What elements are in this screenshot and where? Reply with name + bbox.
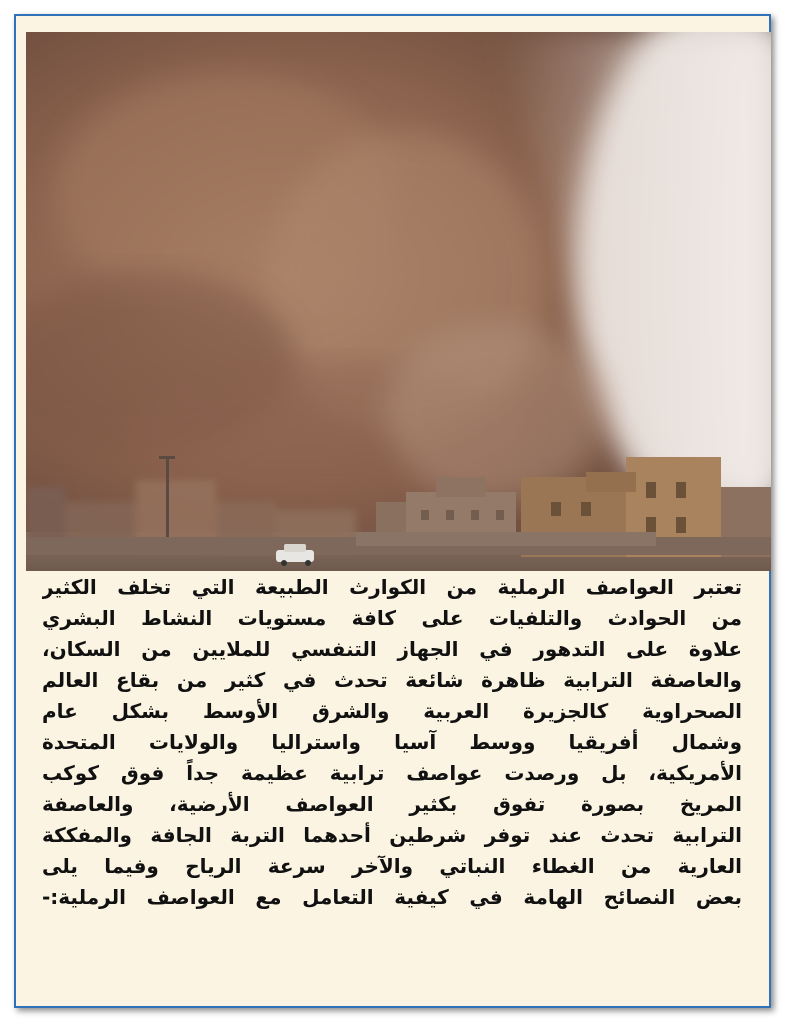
article-line: من الحوادث والتلفيات على كافة مستويات النشاط البشري — [42, 606, 742, 630]
article-line: المريخ بصورة تفوق بكثير العواصف الأرضية، والعاصفة — [42, 792, 742, 816]
article-line: الصحراوية كالجزيرة العربية والشرق الأوسط بشكل عام — [42, 699, 742, 723]
sandstorm-photo — [26, 32, 771, 571]
article-line: بعض النصائح الهامة في كيفية التعامل مع العواصف الرملية:- — [42, 885, 742, 909]
article-line: الترابية تحدث عند توفر شرطين أحدهما التربة الجافة والمفككة — [42, 823, 742, 847]
article-line: تعتبر العواصف الرملية من الكوارث الطبيعة التي تخلف الكثير — [42, 575, 742, 599]
article-line: العارية من الغطاء النباتي والآخر سرعة الرياح وفيما يلى — [42, 854, 742, 878]
article-text — [42, 572, 742, 913]
article-line: والعاصفة الترابية ظاهرة شائعة تحدث في كثير من بقاع العالم — [42, 668, 742, 692]
page-frame — [14, 14, 771, 1008]
article-line: علاوة على التدهور في الجهاز التنفسي للملايين من السكان، — [42, 637, 742, 661]
article-line: وشمال أفريقيا ووسط آسيا واستراليا والولايات المتحدة — [42, 730, 742, 754]
sandstorm-illustration — [26, 32, 771, 571]
article-line: الأمريكية، بل ورصدت عواصف ترابية عظيمة جداً فوق كوكب — [42, 761, 742, 785]
